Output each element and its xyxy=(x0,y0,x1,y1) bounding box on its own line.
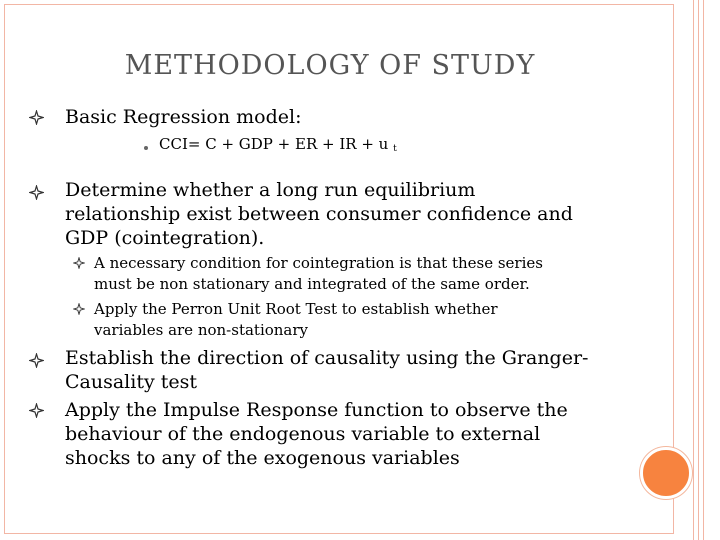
bullet-text: shocks to any of the exogenous variables xyxy=(65,447,460,469)
bullet-text: Apply the Impulse Response function to observe the xyxy=(65,399,568,421)
bullet-icon xyxy=(29,403,44,418)
sub-bullet-text: A necessary condition for cointegration is that these series xyxy=(94,254,543,272)
sub-bullet-icon xyxy=(73,303,85,315)
regression-equation xyxy=(159,134,397,160)
sub-bullet-dot xyxy=(144,146,148,150)
sub-bullet-text: variables are non-stationary xyxy=(94,321,309,339)
bullet-text: behaviour of the endogenous variable to external xyxy=(65,423,541,445)
sub-bullet-text: Apply the Perron Unit Root Test to establish whether xyxy=(94,300,498,318)
bullet-icon xyxy=(29,353,44,368)
bullet-text: Determine whether a long run equilibrium xyxy=(65,179,476,201)
equation-text: CCI= C + GDP + ER + IR + u xyxy=(159,135,389,153)
frame-rule xyxy=(693,0,694,540)
equation-subscript: t xyxy=(393,144,397,154)
sub-bullet-icon xyxy=(73,257,85,269)
bullet-icon xyxy=(29,185,44,200)
bullet-text: GDP (cointegration). xyxy=(65,227,265,249)
sub-bullet-text: must be non stationary and integrated of the same order. xyxy=(94,275,530,293)
bullet-icon xyxy=(29,110,44,125)
frame-rule xyxy=(698,0,699,540)
frame-rule xyxy=(703,0,704,540)
bullet-text: Establish the direction of causality using the Granger- xyxy=(65,347,589,369)
bullet-text: Basic Regression model: xyxy=(65,106,302,128)
slide-title: METHODOLOGY OF STUDY xyxy=(124,50,536,81)
decorative-circle xyxy=(640,447,692,499)
bullet-text: Causality test xyxy=(65,371,198,393)
bullet-text: relationship exist between consumer confidence and xyxy=(65,203,573,225)
